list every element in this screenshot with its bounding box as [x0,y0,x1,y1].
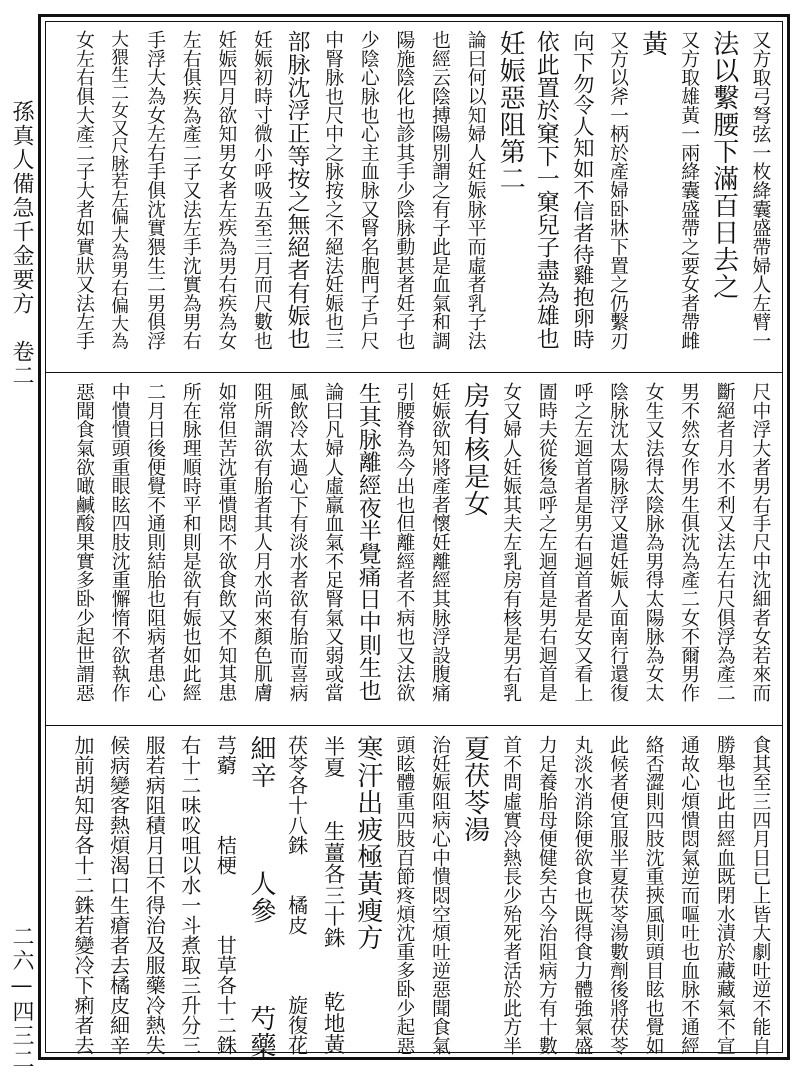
text-column: 食其至三四月日已上皆大劇吐逆不能自 [749,735,771,1055]
text-column: 首不問虛實冷熱長少殆死者活於此方半 [500,735,522,1055]
text-column: 細辛 人參 芍藥 [246,735,276,1059]
text-column: 法以繫腰下滿百日去之 [708,30,739,300]
text-column: 引腰脊為今出也但離經者不病也又法欲 [393,382,415,702]
text-column: 左右俱疾為產二子又法左手沈實為男右 [179,30,201,350]
text-column: 論曰凡婦人虛羸血氣不足腎氣又弱或當 [322,382,344,702]
text-column: 妊娠欲知將產者懷妊離經其脉浮設腹痛 [429,382,450,702]
text-column: 芎藭 桔梗 甘草各十二銖 [213,735,238,1055]
text-column: 此候者便宜服半夏茯苓湯數劑後將茯苓 [607,735,628,1055]
text-column: 半夏 生薑各三十銖 乾地黃 [320,735,346,1055]
text-column: 黃 [637,30,668,57]
text-column: 寒汗出疲極黃瘦方 [352,735,383,951]
text-column: 女左右俱大產二子大者如實狀又法左手 [73,30,94,350]
text-column: 夏茯苓湯 [459,735,490,843]
text-column: 治妊娠阻病心中憒悶空煩吐逆惡聞食氣 [429,735,450,1055]
text-column: 絡否澀則四肢沈重挾風則頭目眩也覺如 [642,735,664,1055]
text-column: 勝舉也此由經血既閉水漬於藏藏氣不宣 [713,735,735,1055]
text-column: 陽施陰化也診其手少陰脉動甚者妊子也 [393,30,415,350]
text-column: 通故心煩憒悶氣逆而嘔吐也血脉不通經 [678,735,700,1055]
text-column: 力足養胎母便健矣古今治阻病方有十數 [535,735,557,1055]
margin-page-number: 二六—四三二 [9,925,34,1072]
text-column: 部脉沈浮正等按之無絕者有娠也 [283,30,310,350]
text-column: 房有核是女 [459,382,490,517]
text-column: 女又婦人妊娠其夫左乳房有核是男右乳 [500,382,522,702]
text-column: 候病變客熱煩渴口生瘡者去橘皮細辛 [106,735,131,1055]
text-column: 斷絕者月水不利又法左右尺俱浮為產二 [713,382,735,702]
text-column: 女生又法得太陰脉為男得太陽脉為女太 [642,382,664,702]
text-column: 風飲冷太過心下有淡水者欲有胎而喜病 [286,382,308,702]
text-column: 妊娠惡阻第二 [495,30,526,192]
text-column: 圊時夫從後急呼之左迴首是男右迴首是 [535,382,557,702]
text-column: 又方以斧一柄於產婦卧牀下置之仍繫刃 [607,30,628,350]
text-column: 中腎脉也尺中之脉按之不絕法妊娠也三 [322,30,344,350]
text-column: 也經云陰搏陽別謂之有子此是血氣和調 [429,30,450,350]
text-column: 如常但苦沈重憒悶不欲食飲又不知其患 [215,382,237,702]
margin-title: 孫真人備急千金要方 卷二 [9,100,34,388]
text-column: 生其脉離經夜半覺痛日中則生也 [354,382,381,702]
section-divider [45,372,783,373]
text-column: 論曰何以知婦人妊娠脉平而虛者乳子法 [464,30,486,350]
text-column: 向下勿令人知如不信者待雞抱卵時 [569,30,595,350]
text-column: 所在脉理順時平和則是欲有娠也如此經 [179,382,201,702]
text-column: 二月日後便覺不通則結胎也阻病者患心 [144,382,166,702]
text-column: 陰脉沈太陽脉浮又遣妊娠人面南行還復 [607,382,628,702]
text-column: 右十二味㕮咀以水一斗煮取三升分三 [177,735,202,1055]
text-column: 少陰心脉也心主血脉又腎名胞門子戶尺 [357,30,379,350]
text-column: 茯苓各十八銖 橘皮 旋復花 [284,735,309,1055]
text-column: 又方取雄黃一兩絳囊盛帶之要女者帶雌 [678,30,700,350]
text-column: 呼之左迴首者是男右迴首者是女又看上 [571,382,593,702]
text-column: 妊娠初時寸微小呼吸五至三月而尺數也 [251,30,272,350]
text-column: 中憒憒頭重眼眩四肢沈重懈惰不欲執作 [108,382,130,702]
text-column: 大猥生二女又尺脉若左偏大為男右偏大為 [108,30,129,350]
text-column: 尺中浮大者男右手尺中沈細者女若來而 [749,382,771,702]
text-column: 男不然女作男生俱沈為產二女不爾男作 [678,382,700,702]
text-column: 又方取弓弩弦一枚絳囊盛帶婦人左臂一 [749,30,771,350]
text-column: 妊娠四月欲知男女者左疾為男右疾為女 [215,30,237,350]
text-column: 服若病阻積月日不得治及服藥冷熱失 [142,735,167,1055]
text-column: 阻所謂欲有胎者其人月水尚來顏色肌膚 [251,382,272,702]
text-column: 依此置於窠下一窠兒子盡為雄也 [532,30,559,350]
text-column: 加前胡知母各十二銖若變冷下痢者去 [71,735,95,1055]
text-column: 手浮大為女左右手俱沈實猥生二男俱浮 [144,30,166,350]
section-divider [45,725,783,726]
text-column: 惡聞食氣欲噉鹹酸果實多卧少起世謂惡 [73,382,94,702]
text-column: 丸淡水消除便欲食也既得食力體強氣盛 [571,735,593,1055]
text-column: 頭眩體重四肢百節疼煩沈重多卧少起惡 [393,735,415,1055]
